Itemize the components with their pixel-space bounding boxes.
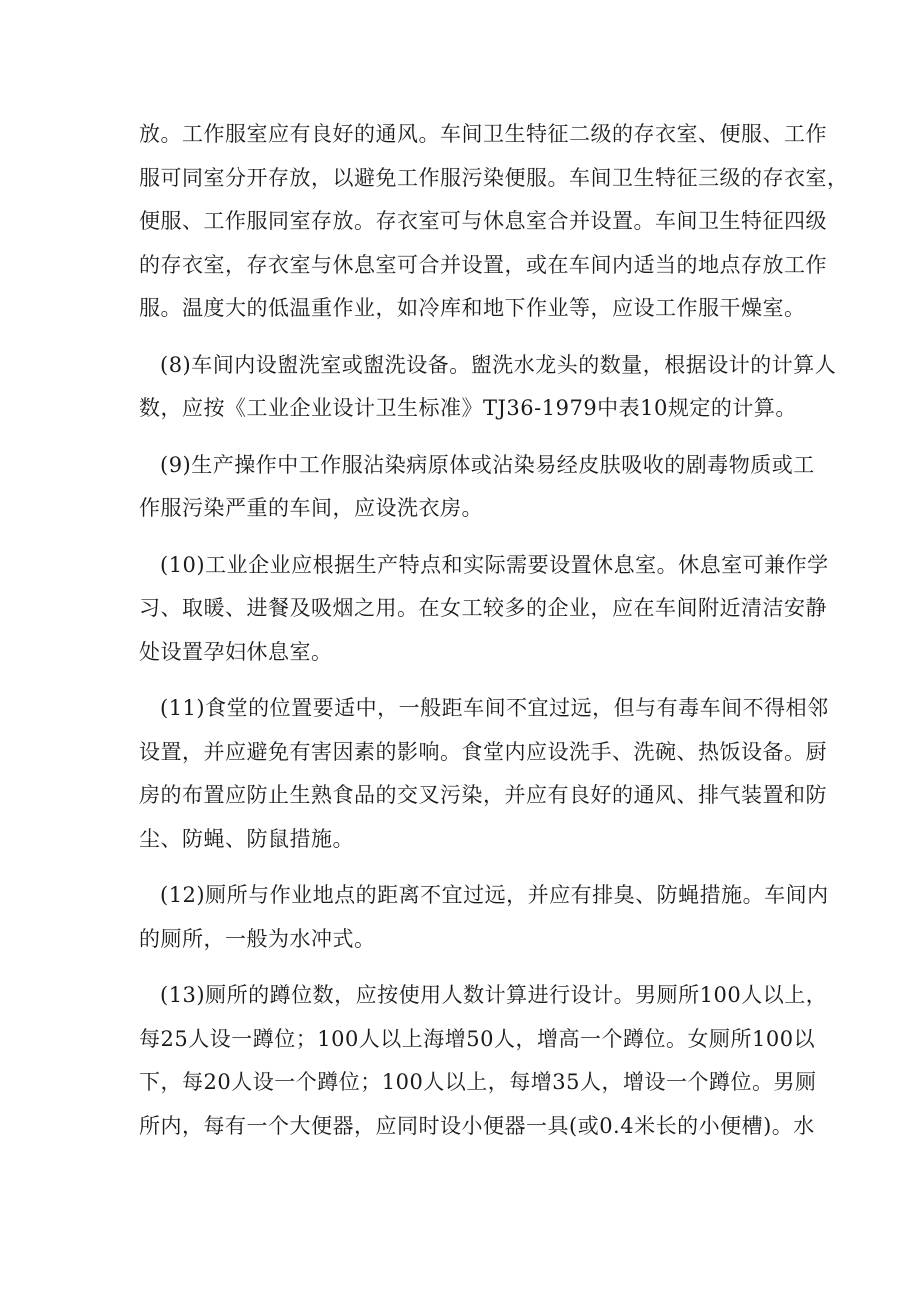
text-line: (9)生产操作中工作服沾染病原体或沾染易经皮肤吸收的剧毒物质或工 [160, 452, 815, 477]
text-line: 作服污染严重的车间，应设洗衣房。 [139, 496, 483, 520]
text-line: 处设置孕妇休息室。 [139, 639, 333, 664]
paragraph [139, 687, 829, 861]
text-line: 放。工作服室应有良好的通风。车间卫生特征二级的存衣室、便服、工作 [139, 122, 827, 146]
text-line: 尘、防蝇、防鼠措施。 [139, 826, 354, 851]
paragraph [139, 874, 829, 961]
text-line: (13)厕所的蹲位数，应按使用人数计算进行设计。男厕所100人以上， [160, 983, 828, 1007]
text-line: 服可同室分开存放，以避免工作服污染便服。车间卫生特征三级的存衣室， [139, 165, 849, 190]
text-line: 数，应按《工业企业设计卫生标准》TJ36-1979中表10规定的计算。 [139, 396, 797, 420]
text-line: 的存衣室，存衣室与休息室可合并设置，或在车间内适当的地点存放工作 [139, 252, 827, 277]
text-line: (12)厕所与作业地点的距离不宜过远，并应有排臭、防蝇措施。车间内 [160, 883, 829, 907]
paragraph [139, 344, 837, 431]
text-line: 的厕所，一般为水冲式。 [139, 926, 376, 951]
text-line: 所内，每有一个大便器，应同时设小便器一具(或0.4米长的小便槽)。水 [139, 1113, 815, 1138]
text-line: 设置，并应避免有害因素的影响。食堂内应设洗手、洗碗、热饭设备。厨 [139, 739, 827, 764]
text-line: (8)车间内设盥洗室或盥洗设备。盥洗水龙头的数量，根据设计的计算人 [160, 352, 837, 377]
text-line: 每25人设一蹲位；100人以上海增50人，增高一个蹲位。女厕所100以 [139, 1026, 816, 1051]
text-line: 下，每20人设一个蹲位；100人以上，每增35人，增设一个蹲位。男厕 [139, 1070, 817, 1094]
paragraph [139, 974, 828, 1148]
text-line: 房的布置应防止生熟食品的交叉污染，并应有良好的通风、排气装置和防 [139, 783, 827, 807]
text-line: (10)工业企业应根据生产特点和实际需要设置休息室。休息室可兼作学 [160, 552, 829, 577]
body-text [139, 113, 849, 1148]
paragraph [139, 113, 849, 331]
paragraph [139, 444, 815, 531]
text-line: (11)食堂的位置要适中，一般距车间不宜过远，但与有毒车间不得相邻 [160, 696, 829, 720]
text-line: 习、取暖、进餐及吸烟之用。在女工较多的企业，应在车间附近清洁安静 [139, 596, 827, 620]
text-line: 便服、工作服同室存放。存衣室可与休息室合并设置。车间卫生特征四级 [139, 209, 827, 233]
paragraph [139, 544, 829, 675]
text-line: 服。温度大的低温重作业，如冷库和地下作业等，应设工作服干燥室。 [139, 296, 806, 320]
